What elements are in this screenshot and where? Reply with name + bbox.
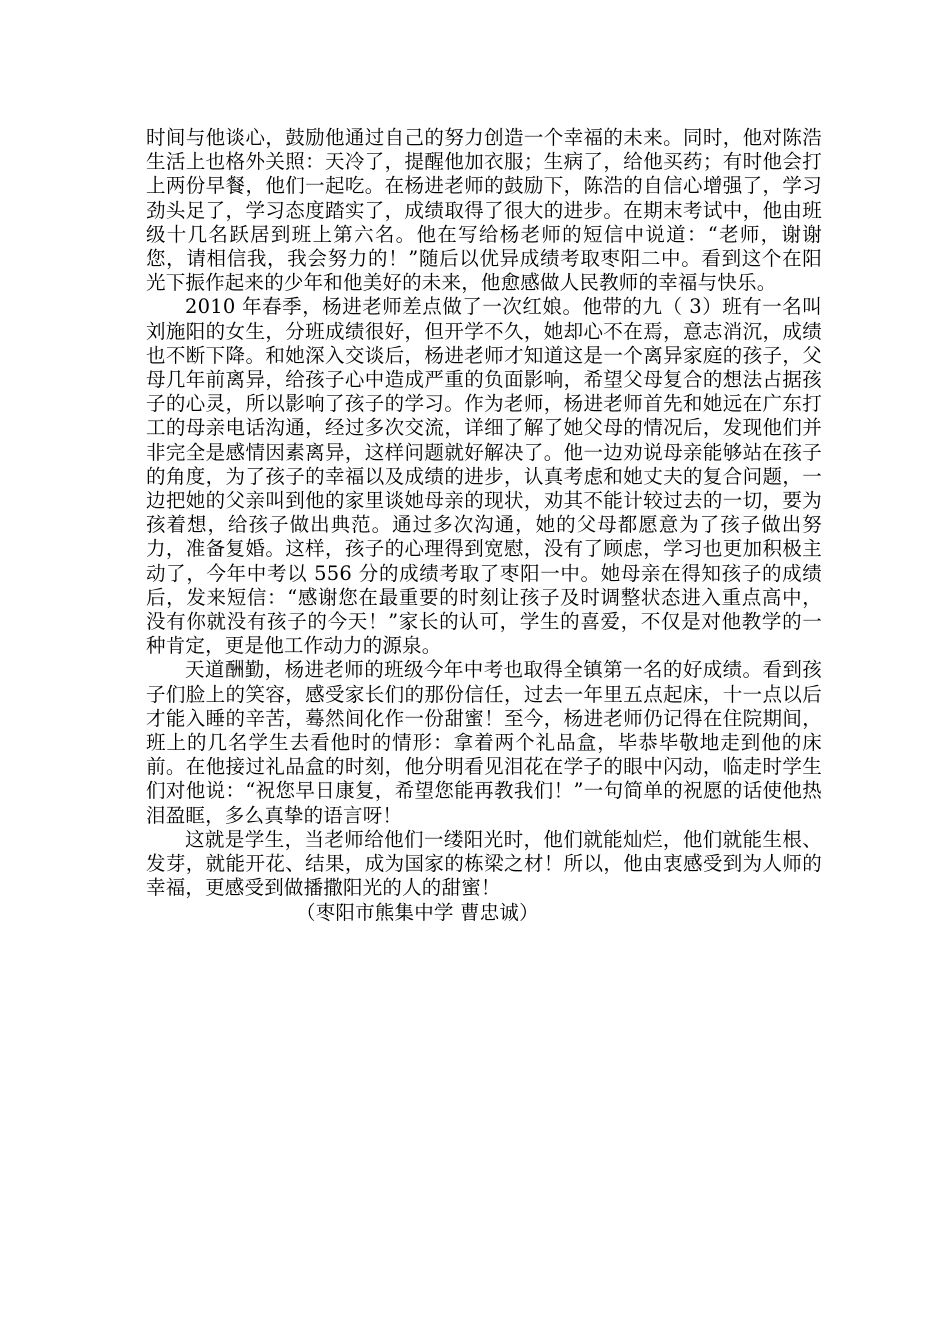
- document-page: [146, 126, 822, 925]
- paragraph-red-matchmaker: 2010 年春季，杨进老师差点做了一次红娘。他带的九（ 3）班有一名叫刘施阳的女生，分班成绩很好，但开学不久，她却心不在焉，意志消沉，成绩也不断下降。和她深入交谈后，杨进老师才知道这是一个离异家庭的孩子，父母几年前离异，给孩子心中造成严重的负面影响，希望父母复合的想法占据孩子的心灵，所以影响了孩子的学习。作为老师，杨进老师首先和她远在广东打工的母亲电话沟通，经过多次交流，详细了解了她父母的情况后，发现他们并非完全是感情因素离异，这样问题就好解决了。他一边劝说母亲能够站在孩子的角度，为了孩子的幸福以及成绩的进步，认真考虑和她丈夫的复合问题，一边把她的父亲叫到他的家里谈她母亲的现状，劝其不能计较过去的一切，要为孩着想，给孩子做出典范。通过多次沟通，她的父母都愿意为了孩子做出努力，准备复婚。这样，孩子的心理得到宽慰，没有了顾虑，学习也更加积极主动了，今年中考以 556 分的成绩考取了枣阳一中。她母亲在得知孩子的成绩后，发来短信：“感谢您在最重要的时刻让孩子及时调整状态进入重点高中，没有你就没有孩子的今天！”家长的认可，学生的喜爱，不仅是对他教学的一种肯定，更是他工作动力的源泉。: [146, 295, 822, 658]
- paragraph-hard-work-rewarded: 天道酬勤，杨进老师的班级今年中考也取得全镇第一名的好成绩。看到孩子们脸上的笑容，感受家长们的那份信任，过去一年里五点起床，十一点以后才能入睡的辛苦，蓦然间化作一份甜蜜！至今，杨进老师仍记得在住院期间，班上的几名学生去看他时的情形：拿着两个礼品盒，毕恭毕敬地走到他的床前。在他接过礼品盒的时刻，他分明看见泪花在学子的眼中闪动，临走时学生们对他说：“祝您早日康复，希望您能再教我们！”一句简单的祝愿的话使他热泪盈眶，多么真挚的语言呀！: [146, 658, 822, 827]
- author-signature: （枣阳市熊集中学 曹忠诚）: [296, 900, 539, 924]
- paragraph-conclusion: 这就是学生，当老师给他们一缕阳光时，他们就能灿烂，他们就能生根、发芽，就能开花、结果，成为国家的栋梁之材！所以，他由衷感受到为人师的幸福，更感受到做播撒阳光的人的甜蜜！: [146, 827, 822, 900]
- paragraph-continued: 时间与他谈心，鼓励他通过自己的努力创造一个幸福的未来。同时，他对陈浩生活上也格外关照：天冷了，提醒他加衣服；生病了，给他买药；有时他会打上两份早餐，他们一起吃。在杨进老师的鼓励下，陈浩的自信心增强了，学习劲头足了，学习态度踏实了，成绩取得了很大的进步。在期末考试中，他由班级十几名跃居到班上第六名。他在写给杨老师的短信中说道：“老师，谢谢您，请相信我，我会努力的！”随后以优异成绩考取枣阳二中。看到这个在阳光下振作起来的少年和他美好的未来，他愈感做人民教师的幸福与快乐。: [146, 126, 822, 295]
